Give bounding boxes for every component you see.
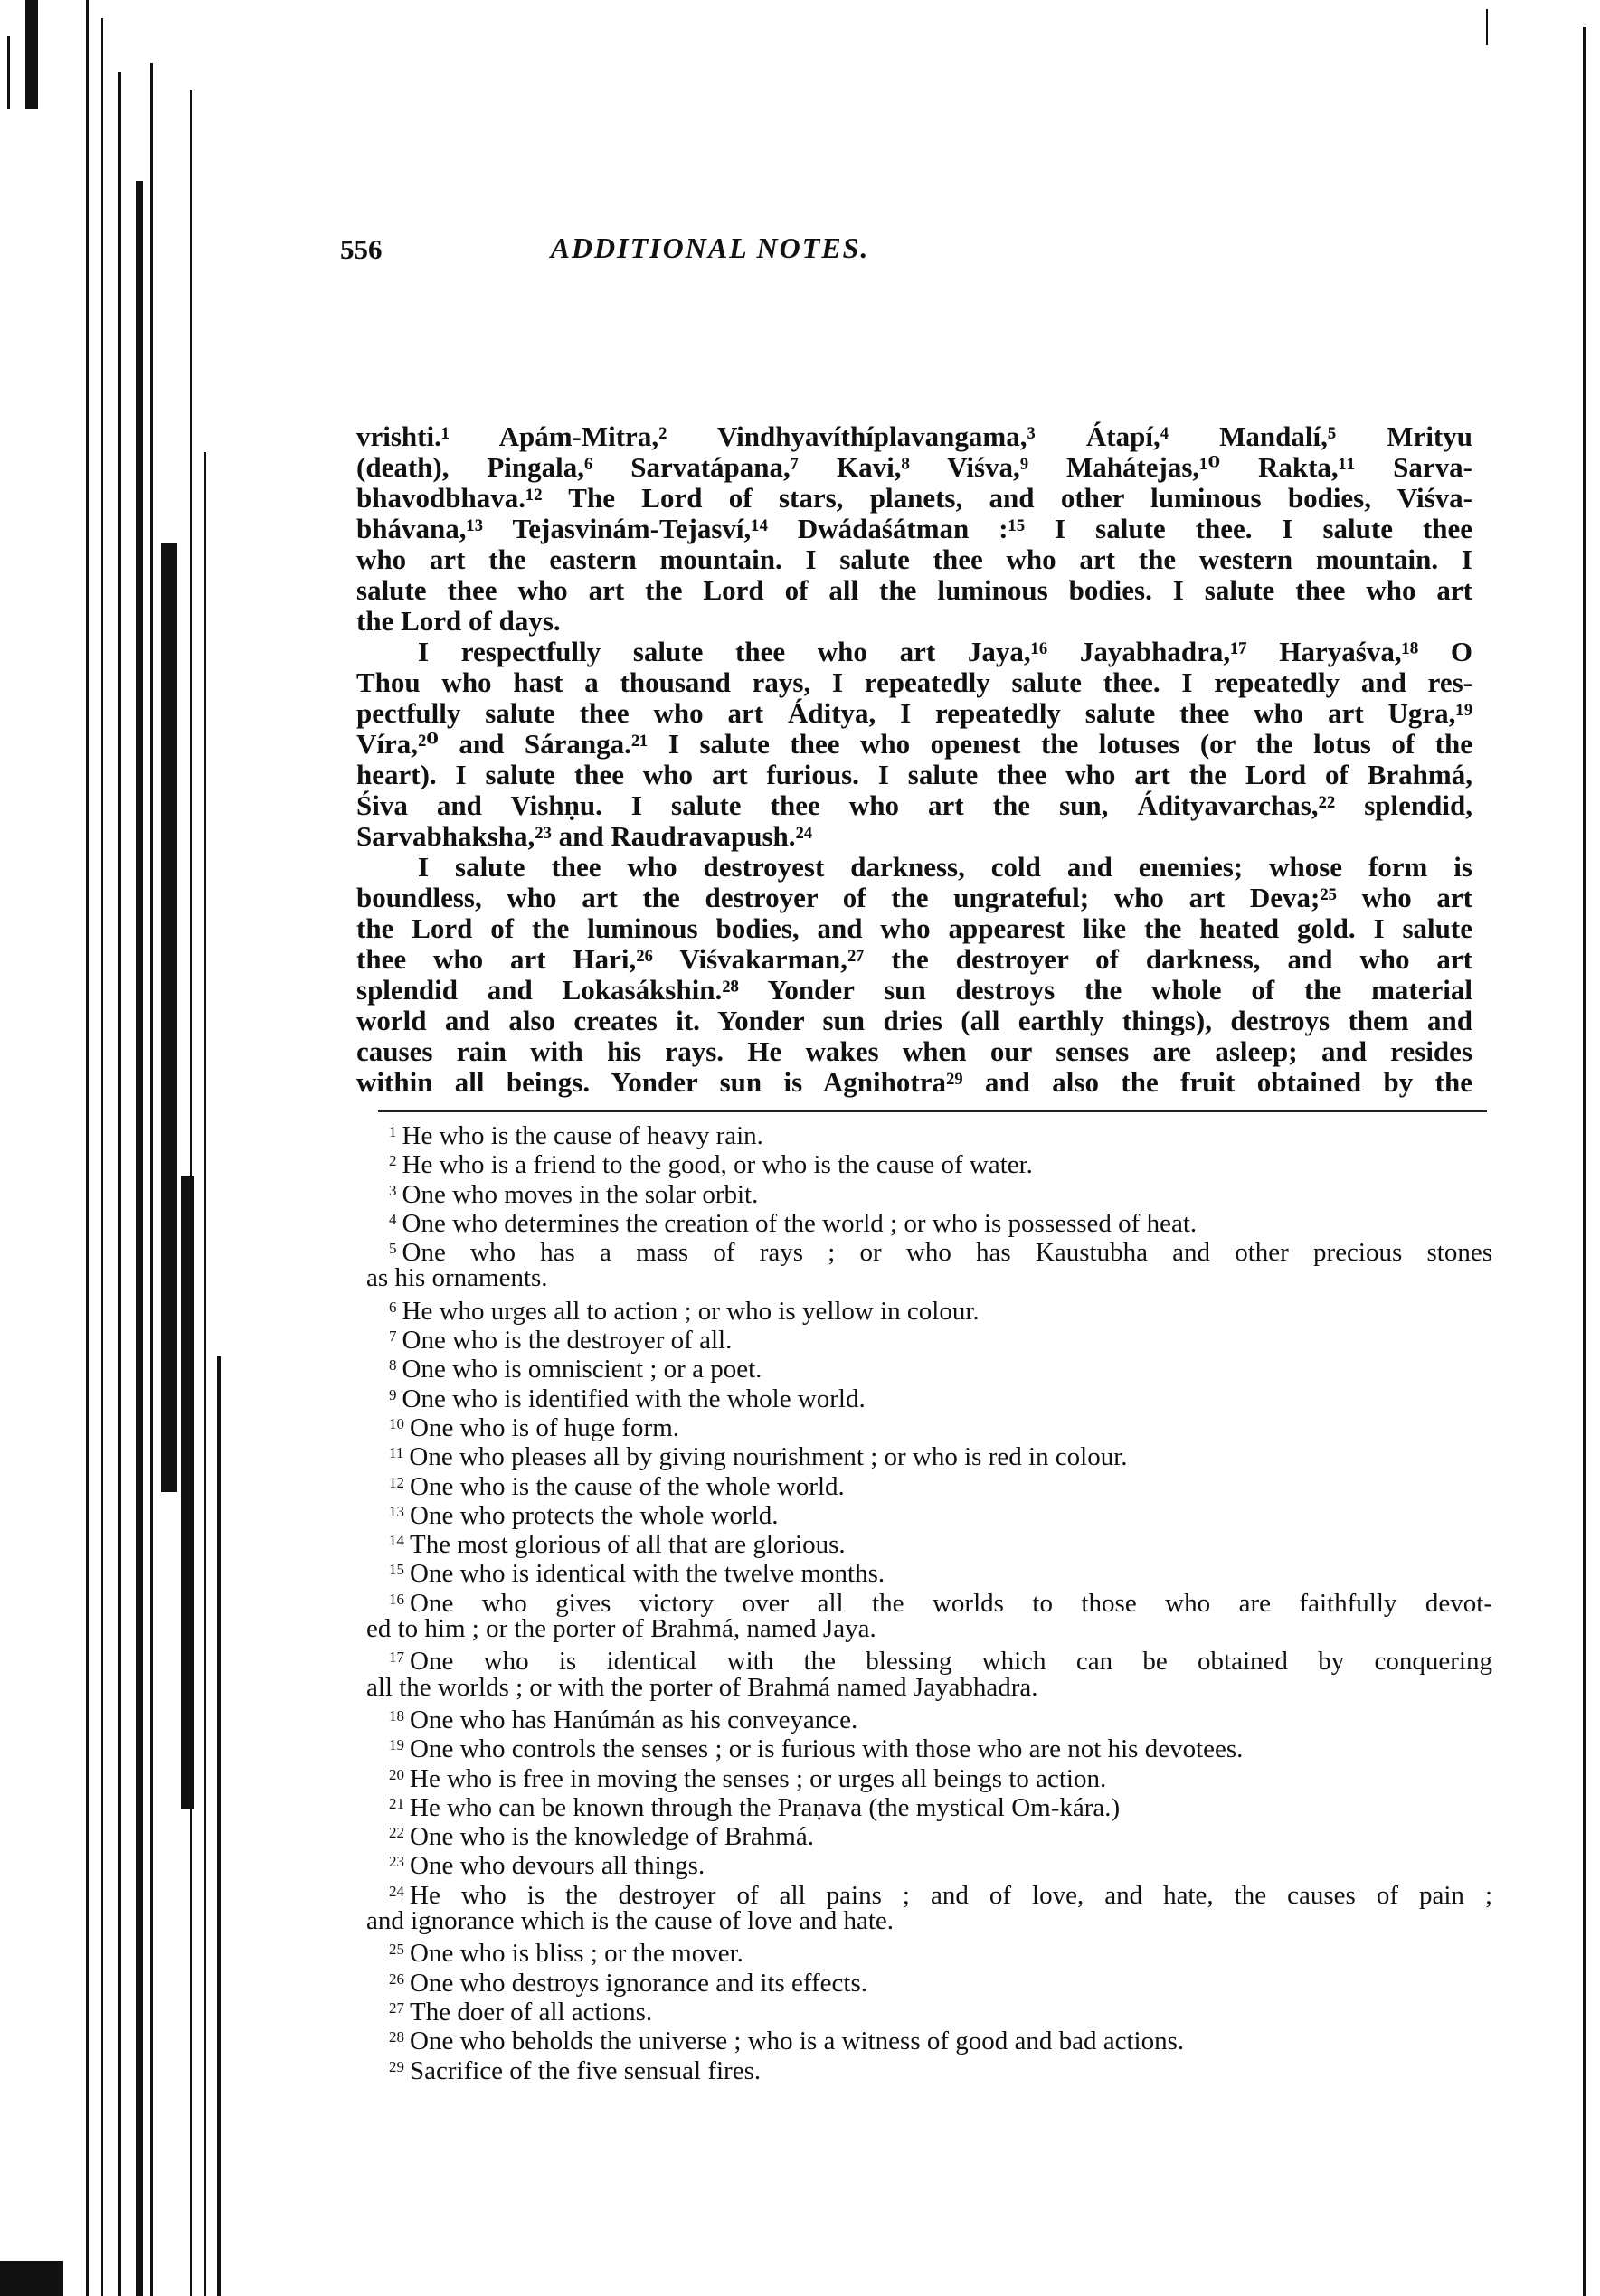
footnote [366,1585,1492,1618]
running-head-title: ADDITIONAL NOTES. [550,231,870,264]
footnote-number: 10 [389,1414,404,1432]
footnote [366,1702,1492,1734]
body-line: causes rain with his rays. He wakes when our senses are asleep; and resides [356,1035,1472,1067]
footnote [366,1965,1492,1998]
footnote-text: One who determines the creation of the world ; or who is possessed of heat. [402,1208,1198,1238]
footnote-number: 3 [389,1181,397,1199]
footnote-text: One who is identical with the blessing which can be obtained by conquering [410,1647,1492,1677]
footnote-text: One who is the knowledge of Brahmá. [410,1822,814,1852]
footnote-number: 25 [389,1941,404,1959]
footnote-number: 8 [389,1356,397,1375]
footnote-number: 17 [389,1649,404,1667]
footnote-number: 1 [389,1123,397,1140]
footnote-number: 26 [389,1970,404,1988]
footnote-text: He who is the cause of heavy rain. [402,1121,763,1150]
body-line: thee who art Hari,²⁶ Viśvakarman,²⁷ the destroyer of darkness, and who art [356,943,1472,975]
footnote-text: One who has a mass of rays ; or who has Kaustubha and other precious stones [402,1238,1492,1268]
footnote-number: 24 [389,1882,404,1900]
footnote [366,1731,1492,1764]
footnote [366,1498,1492,1530]
footnote-text: One who pleases all by giving nourishment ; or who is red in colour. [409,1442,1128,1472]
footnote [366,1847,1492,1881]
footnote-text: One who is of huge form. [410,1413,680,1442]
footnote [366,1555,1492,1589]
footnote-number: 7 [389,1328,397,1346]
footnote-rule [378,1110,1487,1112]
body-line: who art the eastern mountain. I salute thee who art the western mountain. I [356,543,1472,575]
footnote-number: 16 [389,1590,404,1608]
footnote [366,1410,1492,1442]
footnote-number: 4 [389,1210,397,1228]
body-line: Víra,²⁰ and Sáranga.²¹ I salute thee who openest the lotuses (or the lotus of the [356,728,1472,760]
footnote-text: He who urges all to action ; or who is yellow in colour. [402,1296,980,1326]
body-line: boundless, who art the destroyer of the ungrateful; who art Deva;²⁵ who art [356,882,1472,913]
body-line: splendid and Lokasákshin.²⁸ Yonder sun destroys the whole of the material [356,974,1472,1006]
footnote-number: 6 [389,1298,397,1316]
footnote-text: One who is the cause of the whole world. [410,1471,845,1501]
footnote-number: 28 [389,2028,404,2046]
body-line: the Lord of the luminous bodies, and who appearest like the heated gold. I salute [356,912,1472,944]
footnote [366,1234,1492,1268]
footnote-number: 21 [389,1794,404,1812]
footnote [366,1118,1492,1150]
body-line: bhavodbhava.¹² The Lord of stars, planets, and other luminous bodies, Viśva- [356,482,1472,514]
body-line: Thou who hast a thousand rays, I repeatedly salute thee. I repeatedly and res- [356,666,1472,698]
footnote-number: 12 [389,1473,404,1491]
footnote-number: 19 [389,1736,404,1754]
footnote-text: One who is identical with the twelve months. [410,1559,885,1589]
footnote [366,1381,1492,1413]
footnote-number: 9 [389,1385,397,1403]
footnote [366,1935,1492,1969]
footnote [366,1147,1492,1180]
footnote-number: 11 [389,1444,404,1462]
body-line: world and also creates it. Yonder sun dries (all earthly things), destroys them and [356,1005,1472,1036]
footnote [366,1526,1492,1560]
footnote [366,1819,1492,1852]
footnote-number: 15 [389,1561,404,1579]
main-text [356,421,1472,1098]
footnote-number: 29 [389,2057,404,2075]
body-line: the Lord of days. [356,605,561,637]
body-line: (death), Pingala,⁶ Sarvatápana,⁷ Kavi,⁸ Viśva,⁹ Mahátejas,¹⁰ Rakta,¹¹ Sarva- [356,451,1472,483]
footnote-continuation: as his ornaments. [366,1263,548,1293]
body-line: vrishti.¹ Apám-Mitra,² Vindhyavíthíplavangama,³ Átapí,⁴ Mandalí,⁵ Mrityu [356,420,1472,452]
footnote-number: 13 [389,1502,404,1520]
body-line: I salute thee who destroyest darkness, cold and enemies; whose form is [418,851,1472,883]
footnote [366,1293,1492,1326]
footnote-text: One who is bliss ; or the mover. [410,1939,743,1969]
footnote-text: Sacrifice of the five sensual fires. [410,2055,762,2085]
footnote-number: 20 [389,1765,404,1783]
footnote [366,1643,1492,1677]
footnote [366,1439,1492,1472]
footnote-text: One who destroys ignorance and its effects. [410,1968,868,1998]
footnote [366,1322,1492,1356]
footnote [366,1351,1492,1384]
footnote-number: 2 [389,1152,397,1170]
footnote [366,1176,1492,1209]
footnote-number: 23 [389,1853,404,1871]
footnote-text: He who is a friend to the good, or who is the cause of water. [402,1150,1033,1180]
footnote [366,2023,1492,2056]
body-line: Sarvabhaksha,²³ and Raudravapush.²⁴ [356,820,813,852]
footnote [366,1761,1492,1793]
footnote [366,1994,1492,2027]
footnote-text: He who can be known through the Praṇava (the mystical Om-kára.) [410,1792,1121,1822]
footnote [366,2053,1492,2085]
footnote-text: He who is the destroyer of all pains ; and of love, and hate, the causes of pain ; [410,1880,1492,1910]
footnote-number: 27 [389,1998,404,2017]
footnote [366,1877,1492,1910]
footnote [366,1469,1492,1501]
footnote-number: 22 [389,1824,404,1842]
footnote-text: One who beholds the universe ; who is a witness of good and bad actions. [410,2027,1185,2056]
body-line: Śiva and Vishṇu. I salute thee who art the sun, Ádityavarchas,²² splendid, [356,789,1472,821]
footnote-text: One who is identified with the whole world. [402,1384,866,1413]
footnote-text: One who protects the whole world. [410,1500,779,1530]
footnote-text: One who gives victory over all the worlds to those who are faithfully devot- [410,1588,1492,1618]
footnote-text: The doer of all actions. [410,1997,653,2027]
body-line: heart). I salute thee who art furious. I salute thee who art the Lord of Brahmá, [356,759,1472,790]
body-line: bhávana,¹³ Tejasvinám-Tejasví,¹⁴ Dwádaśátman :¹⁵ I salute thee. I salute thee [356,513,1472,544]
body-line: salute thee who art the Lord of all the luminous bodies. I salute thee who art [356,574,1472,606]
page-number: 556 [340,233,383,265]
footnote [366,1205,1492,1238]
body-line: within all beings. Yonder sun is Agnihotra²⁹ and also the fruit obtained by the [356,1066,1472,1098]
footnote-text: One who has Hanúmán as his conveyance. [410,1705,858,1734]
footnote-text: One who is the destroyer of all. [402,1326,733,1356]
footnote-number: 5 [389,1240,397,1258]
footnote-text: One who devours all things. [410,1851,705,1881]
footnote-continuation: all the worlds ; or with the porter of Brahmá named Jayabhadra. [366,1672,1038,1702]
footnote-continuation: and ignorance which is the cause of love and hate. [366,1906,895,1936]
footnote-text: He who is free in moving the senses ; or urges all beings to action. [410,1763,1107,1793]
footnote-number: 18 [389,1706,404,1724]
body-line: pectfully salute thee who art Áditya, I repeatedly salute thee who art Ugra,¹⁹ [356,697,1472,729]
footnote-number: 14 [389,1532,404,1550]
body-line: I respectfully salute thee who art Jaya,¹⁶ Jayabhadra,¹⁷ Haryaśva,¹⁸ O [418,636,1472,667]
footnotes [366,1118,1492,2085]
footnote-text: One who controls the senses ; or is furious with those who are not his devotees. [410,1734,1244,1764]
footnote-text: One who moves in the solar orbit. [402,1179,759,1209]
footnote-text: One who is omniscient ; or a poet. [402,1355,762,1384]
footnote-text: The most glorious of all that are glorious. [410,1530,846,1560]
footnote [366,1790,1492,1822]
footnote-continuation: ed to him ; or the porter of Brahmá, named Jaya. [366,1614,876,1644]
